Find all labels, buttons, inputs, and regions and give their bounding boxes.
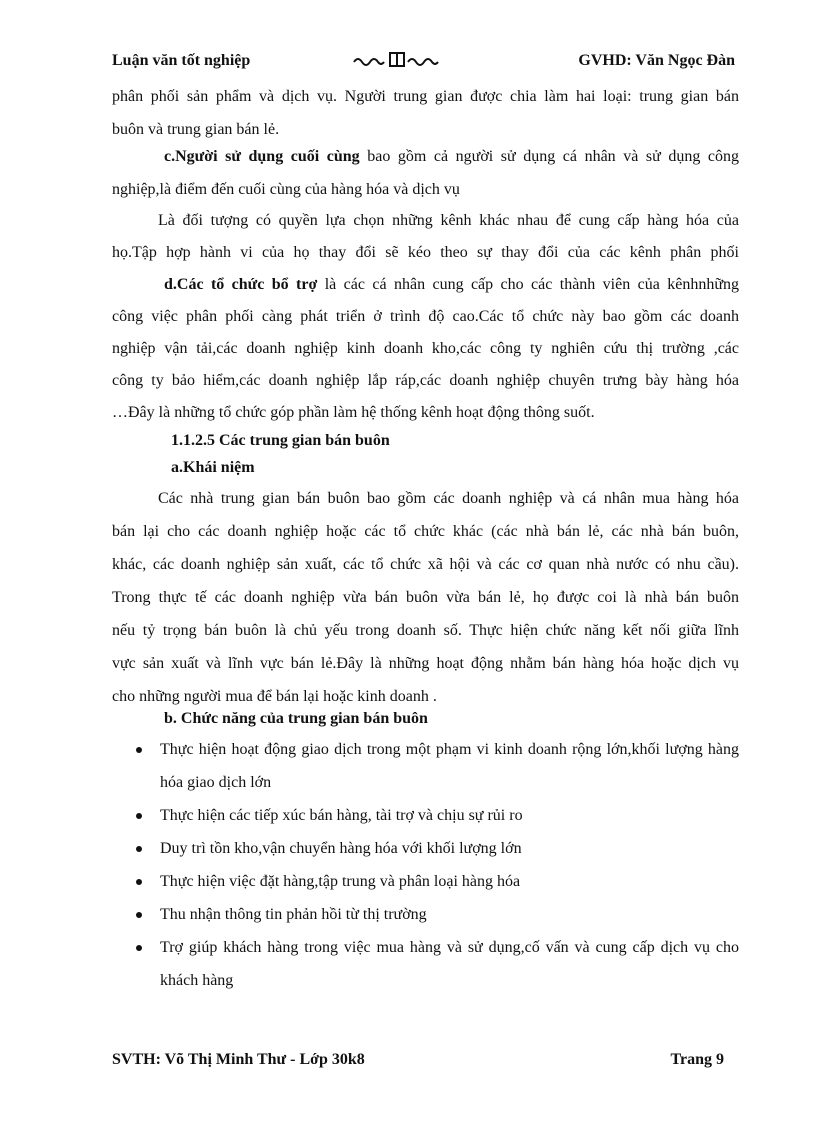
bullet-icon — [136, 945, 142, 951]
bullet-icon — [136, 747, 142, 753]
subsection-b-title: b. Chức năng của trung gian bán buôn — [164, 710, 428, 727]
subsection-a-title: a.Khái niệm — [171, 459, 255, 476]
list-item-text: Thực hiện các tiếp xúc bán hàng, tài trợ và chịu sự rủi ro — [160, 807, 523, 824]
term-support-orgs: d.Các tổ chức bổ trợ — [164, 276, 318, 293]
paragraph-text: bao gồm cả người sử dụng cá nhân và sử dụng công — [359, 148, 739, 165]
paragraph-line: công ty bảo hiểm,các doanh nghiệp lắp ráp,các doanh nghiệp chuyên trưng bày hàng hóa — [112, 372, 739, 389]
list-item-text: Thu nhận thông tin phản hồi từ thị trường — [160, 906, 427, 923]
footer-left: SVTH: Võ Thị Minh Thư - Lớp 30k8 — [112, 1051, 365, 1068]
list-item — [112, 733, 739, 799]
list-item-text: Duy trì tồn kho,vận chuyển hàng hóa với khối lượng lớn — [160, 840, 522, 857]
paragraph-line: họ.Tập hợp hành vi của họ thay đổi sẽ kéo theo sự thay đổi của các kênh phân phối — [112, 244, 739, 261]
function-list — [112, 733, 739, 997]
header-ornament-icon — [352, 50, 444, 70]
body-block-1 — [112, 80, 739, 146]
paragraph-line: nếu tỷ trọng bán buôn là chủ yếu trong doanh số. Thực hiện chức năng kết nối giữa lĩnh — [112, 622, 739, 639]
paragraph-line: vực sản xuất và lĩnh vực bán lẻ.Đây là những hoạt động nhằm bán hàng hóa hoặc dịch vụ — [112, 655, 739, 672]
list-item-text: Thực hiện hoạt động giao dịch trong một phạm vi kinh doanh rộng lớn,khối lượng hàng hóa giao dịch lớn — [160, 741, 739, 791]
paragraph-line: nghiệp,là điểm đến cuối cùng của hàng hóa và dịch vụ — [112, 181, 460, 198]
list-item-text: Trợ giúp khách hàng trong việc mua hàng và sử dụng,cố vấn và cung cấp dịch vụ cho khách hàng — [160, 939, 739, 989]
list-item-text: Thực hiện việc đặt hàng,tập trung và phân loại hàng hóa — [160, 873, 521, 890]
paragraph-end-user — [112, 140, 739, 173]
paragraph-line: …Đây là những tổ chức góp phần làm hệ thống kênh hoạt động thông suốt. — [112, 404, 595, 421]
term-end-user: c.Người sử dụng cuối cùng — [164, 148, 360, 165]
paragraph-line: buôn và trung gian bán lẻ. — [112, 121, 280, 138]
paragraph-line: Các nhà trung gian bán buôn bao gồm các doanh nghiệp và cá nhân mua hàng hóa — [158, 490, 739, 507]
bullet-icon — [136, 879, 142, 885]
list-item — [112, 898, 739, 931]
footer-page-number: Trang 9 — [670, 1051, 724, 1068]
paragraph-text: là các cá nhân cung cấp cho các thành viên của kênhnhững — [317, 276, 739, 293]
header-left: Luận văn tốt nghiệp — [112, 52, 251, 69]
paragraph-line: bán lại cho các doanh nghiệp hoặc các tổ chức khác (các nhà bán lẻ, các nhà bán buôn, — [112, 523, 739, 540]
paragraph-line: công việc phân phối càng phát triển ở trình độ cao.Các tổ chức này bao gồm các doanh — [112, 308, 739, 325]
section-title: 1.1.2.5 Các trung gian bán buôn — [171, 432, 390, 449]
paragraph-line: Là đối tượng có quyền lựa chọn những kênh khác nhau để cung cấp hàng hóa của — [158, 212, 739, 229]
paragraph-line: Trong thực tế các doanh nghiệp vừa bán buôn vừa bán lẻ, họ được coi là nhà bán buôn — [112, 589, 739, 606]
list-item — [112, 832, 739, 865]
paragraph-line: cho những người mua để bán lại hoặc kinh doanh . — [112, 688, 437, 705]
header-right: GVHD: Văn Ngọc Đàn — [578, 52, 735, 69]
list-item — [112, 865, 739, 898]
list-item — [112, 931, 739, 997]
paragraph-line: nghiệp vận tải,các doanh nghiệp kinh doanh kho,các công ty nghiên cứu thị trường ,các — [112, 340, 739, 357]
bullet-icon — [136, 912, 142, 918]
bullet-icon — [136, 813, 142, 819]
list-item — [112, 799, 739, 832]
concept-paragraph — [112, 482, 739, 713]
bullet-icon — [136, 846, 142, 852]
paragraph-line: khác, các doanh nghiệp sản xuất, các tổ chức xã hội và các cơ quan nhà nước có nhu cầu). — [112, 556, 739, 573]
paragraph-line: phân phối sản phẩm và dịch vụ. Người trung gian được chia làm hai loại: trung gian bán — [112, 88, 739, 105]
paragraph-support-orgs — [112, 268, 739, 301]
